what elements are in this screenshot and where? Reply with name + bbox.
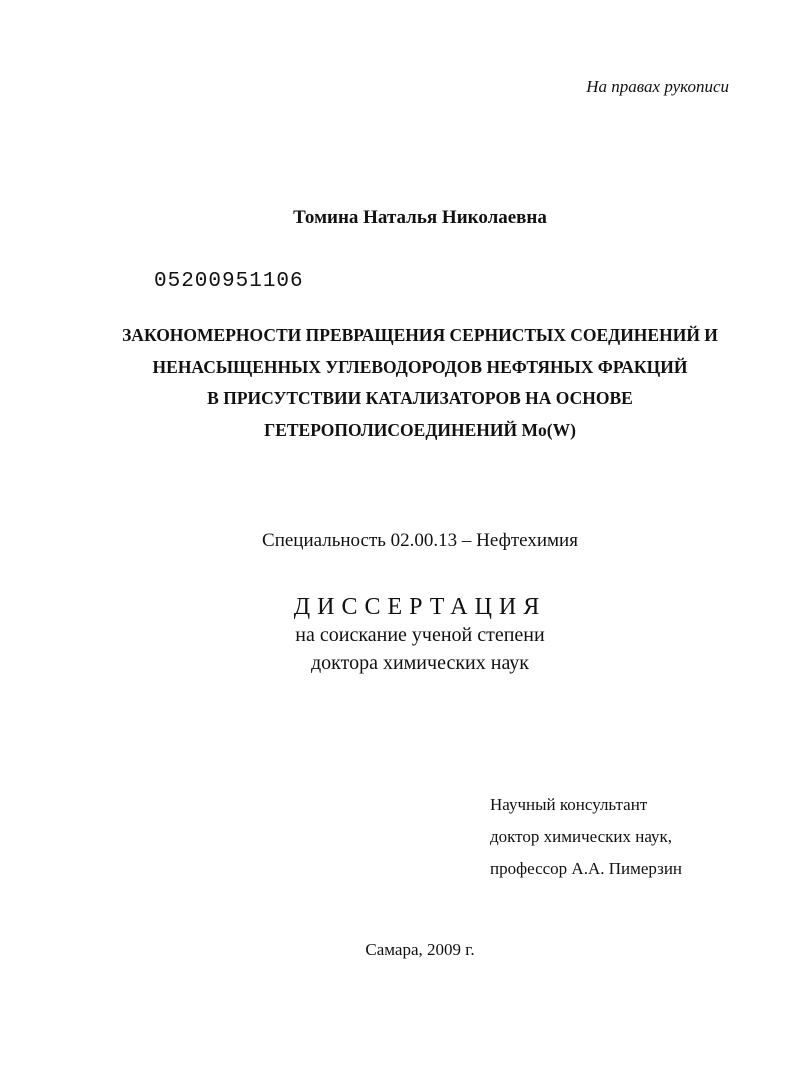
consultant-degree: доктор химических наук, [490,827,673,846]
scientific-consultant [490,789,682,885]
author-name: Томина Наталья Николаевна [293,207,547,228]
consultant-name: профессор А.А. Пимерзин [490,859,683,878]
degree-purpose: на соискание ученой степени [295,624,545,646]
thesis-title-line: НЕНАСЫЩЕННЫХ УГЛЕВОДОРОДОВ НЕФТЯНЫХ ФРАКЦИЙ [152,356,688,377]
thesis-title-line: ГЕТЕРОПОЛИСОЕДИНЕНИЙ Mo(W) [264,419,576,440]
city-year: Самара, 2009 г. [365,940,475,959]
thesis-title-line: В ПРИСУТСТВИИ КАТАЛИЗАТОРОВ НА ОСНОВЕ [207,388,633,408]
manuscript-note: На правах рукописи [586,77,729,96]
degree-info [0,621,797,677]
thesis-title-line: ЗАКОНОМЕРНОСТИ ПРЕВРАЩЕНИЯ СЕРНИСТЫХ СОЕДИНЕНИЙ И [122,325,718,345]
degree-name: доктора химических наук [310,652,530,674]
registry-number: 05200951106 [154,270,304,293]
consultant-role: Научный консультант [490,795,648,814]
specialty: Специальность 02.00.13 – Нефтехимия [262,530,578,551]
document-type: ДИССЕРТАЦИЯ [293,594,547,620]
thesis-title [0,320,797,446]
